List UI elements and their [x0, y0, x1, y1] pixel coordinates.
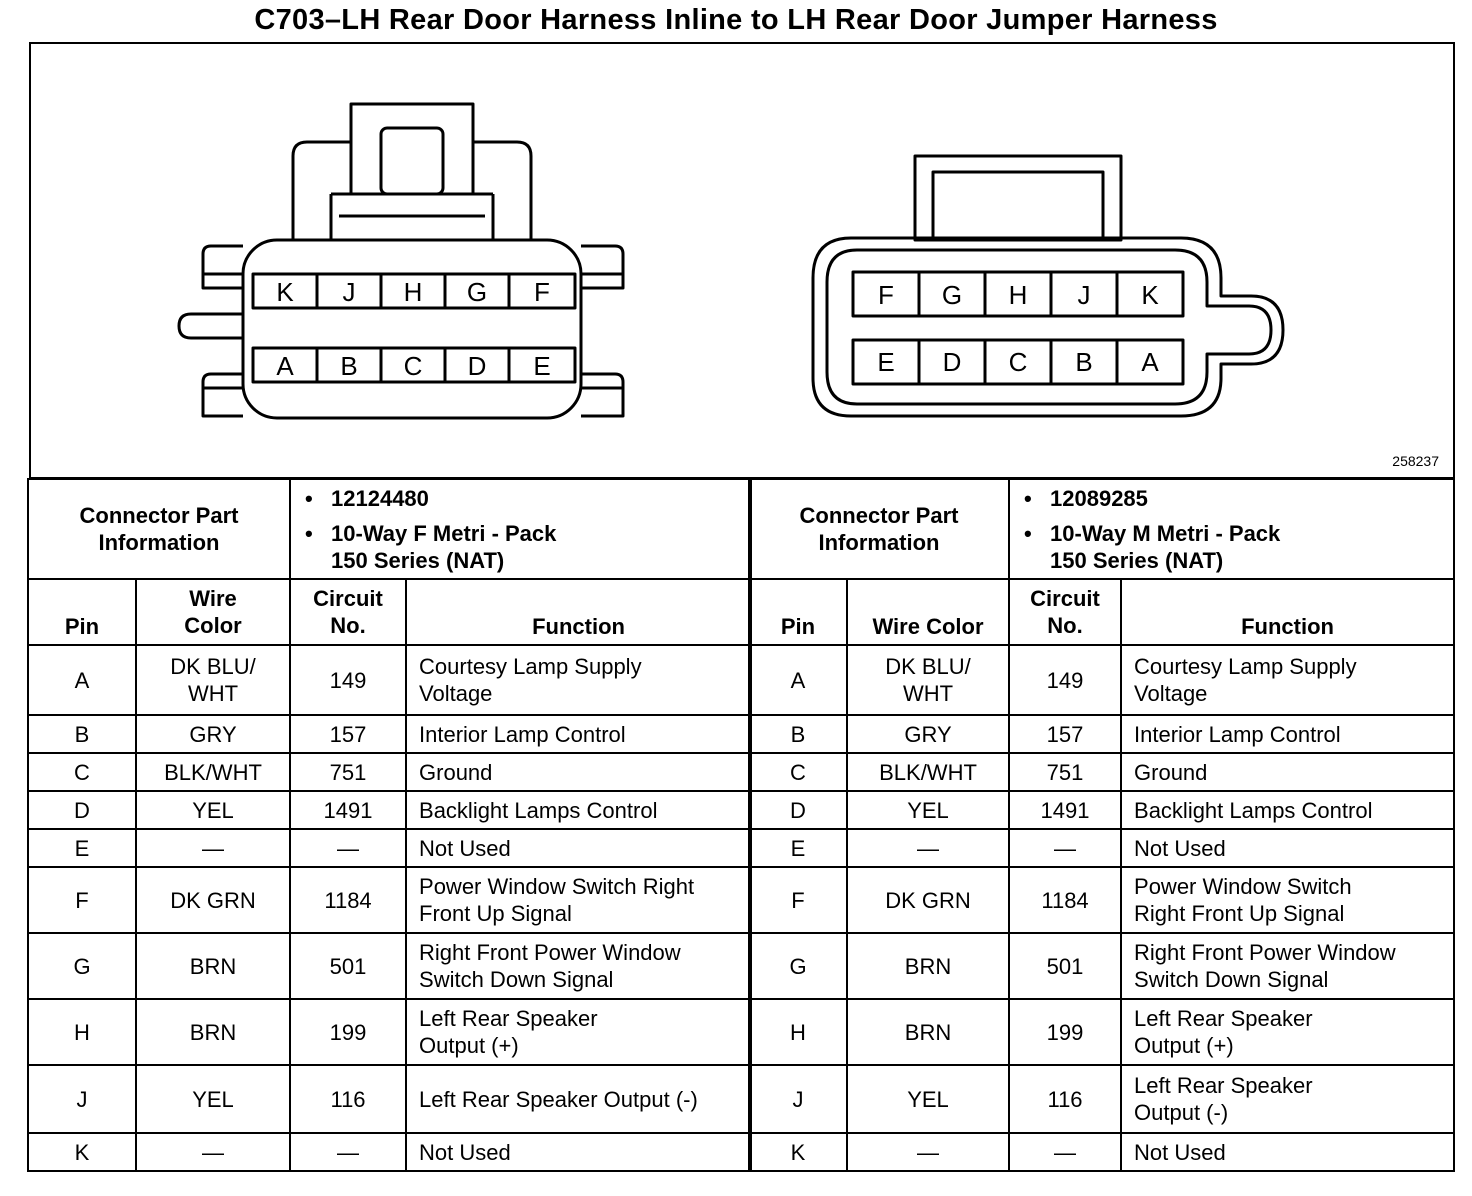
pin-cell: E — [28, 829, 136, 867]
pin-cell: G — [749, 933, 847, 999]
pin-cell: A — [28, 645, 136, 715]
part-info-row — [28, 479, 751, 579]
circuit-cell: — — [290, 1133, 406, 1171]
header-function: Function — [1121, 579, 1454, 645]
function-cell: Power Window Switch Right Front Up Signal — [1121, 867, 1454, 933]
circuit-cell: — — [290, 829, 406, 867]
pin-cell: K — [749, 1133, 847, 1171]
circuit-cell: 751 — [1009, 753, 1121, 791]
circuit-cell: 116 — [290, 1065, 406, 1133]
pin-cell: C — [28, 753, 136, 791]
pin-cell: B — [749, 715, 847, 753]
circuit-cell: — — [1009, 1133, 1121, 1171]
header-pin: Pin — [749, 579, 847, 645]
wire-color-cell: BRN — [136, 999, 290, 1065]
female-pin-label: G — [466, 277, 488, 307]
part-info-label: Connector Part Information — [749, 479, 1009, 579]
table-row — [28, 791, 751, 829]
male-pin-label: G — [941, 280, 963, 310]
function-cell: Not Used — [1121, 1133, 1454, 1171]
wire-color-cell: DK BLU/ WHT — [847, 645, 1009, 715]
male-pin-label: E — [877, 347, 895, 377]
female-pin-label: K — [276, 277, 294, 307]
circuit-cell: 501 — [1009, 933, 1121, 999]
table-row — [28, 999, 751, 1065]
female-pin-label: E — [533, 351, 551, 381]
part-description: • 10-Way F Metri - Pack 150 Series (NAT) — [331, 520, 750, 574]
part-info-label: Connector Part Information — [28, 479, 290, 579]
part-number: • 12124480 — [331, 485, 750, 512]
pin-cell: H — [749, 999, 847, 1065]
function-cell: Left Rear Speaker Output (+) — [1121, 999, 1454, 1065]
table-row — [749, 645, 1454, 715]
female-pin-label: C — [403, 351, 423, 381]
wire-color-cell: BLK/WHT — [136, 753, 290, 791]
male-pin-label: A — [1141, 347, 1159, 377]
table-row — [749, 753, 1454, 791]
table-header-row — [749, 579, 1454, 645]
header-wire-color: Wire Color — [136, 579, 290, 645]
circuit-cell: 1491 — [1009, 791, 1121, 829]
male-pin-label: J — [1077, 280, 1091, 310]
function-cell: Left Rear Speaker Output (+) — [406, 999, 751, 1065]
function-cell: Not Used — [406, 1133, 751, 1171]
male-pin-label: H — [1008, 280, 1028, 310]
left-connector-table — [27, 478, 752, 1172]
wire-color-cell: BRN — [847, 999, 1009, 1065]
function-cell: Power Window Switch Right Front Up Signal — [406, 867, 751, 933]
function-cell: Courtesy Lamp Supply Voltage — [406, 645, 751, 715]
header-pin: Pin — [28, 579, 136, 645]
table-row — [749, 829, 1454, 867]
female-connector-outline — [179, 104, 623, 418]
table-row — [749, 999, 1454, 1065]
pin-cell: E — [749, 829, 847, 867]
function-cell: Interior Lamp Control — [1121, 715, 1454, 753]
header-circuit: Circuit No. — [1009, 579, 1121, 645]
table-row — [749, 1065, 1454, 1133]
part-number: • 12089285 — [1050, 485, 1453, 512]
pin-cell: D — [749, 791, 847, 829]
figure-id: 258237 — [1392, 453, 1439, 469]
male-pin-label: B — [1075, 347, 1093, 377]
table-row — [28, 1133, 751, 1171]
pin-cell: J — [749, 1065, 847, 1133]
wire-color-cell: — — [136, 1133, 290, 1171]
circuit-cell: 199 — [1009, 999, 1121, 1065]
part-info-row — [749, 479, 1454, 579]
circuit-cell: 1184 — [1009, 867, 1121, 933]
circuit-cell: 149 — [1009, 645, 1121, 715]
table-row — [28, 715, 751, 753]
table-row — [749, 715, 1454, 753]
circuit-cell: 751 — [290, 753, 406, 791]
right-connector-table — [748, 478, 1455, 1172]
function-cell: Not Used — [406, 829, 751, 867]
table-row — [28, 753, 751, 791]
male-pin-label: K — [1141, 280, 1159, 310]
page-title: C703–LH Rear Door Harness Inline to LH Rear Door Jumper Harness — [254, 4, 1218, 36]
wire-color-cell: DK BLU/ WHT — [136, 645, 290, 715]
table-row — [749, 867, 1454, 933]
wire-color-cell: YEL — [847, 1065, 1009, 1133]
circuit-cell: 157 — [290, 715, 406, 753]
table-row — [749, 791, 1454, 829]
female-pin-label: H — [403, 277, 423, 307]
circuit-cell: 199 — [290, 999, 406, 1065]
female-pin-label: J — [342, 277, 356, 307]
male-pin-label: C — [1008, 347, 1028, 377]
wire-color-cell: DK GRN — [847, 867, 1009, 933]
female-pin-label: D — [467, 351, 487, 381]
wire-color-cell: GRY — [136, 715, 290, 753]
function-cell: Interior Lamp Control — [406, 715, 751, 753]
pin-cell: F — [749, 867, 847, 933]
wire-color-cell: BRN — [136, 933, 290, 999]
function-cell: Right Front Power Window Switch Down Signal — [1121, 933, 1454, 999]
circuit-cell: 1184 — [290, 867, 406, 933]
table-row — [749, 933, 1454, 999]
pin-cell: J — [28, 1065, 136, 1133]
function-cell: Backlight Lamps Control — [406, 791, 751, 829]
header-function: Function — [406, 579, 751, 645]
wire-color-cell: BLK/WHT — [847, 753, 1009, 791]
wire-color-cell: YEL — [847, 791, 1009, 829]
male-pin-label: D — [942, 347, 962, 377]
table-row — [28, 933, 751, 999]
wire-color-cell: GRY — [847, 715, 1009, 753]
wire-color-cell: DK GRN — [136, 867, 290, 933]
connector-diagram — [29, 42, 1455, 479]
function-cell: Ground — [406, 753, 751, 791]
table-row — [28, 645, 751, 715]
header-wire-color: Wire Color — [847, 579, 1009, 645]
table-row — [28, 867, 751, 933]
function-cell: Right Front Power Window Switch Down Signal — [406, 933, 751, 999]
connector-drawings — [31, 44, 1453, 477]
part-description: • 10-Way M Metri - Pack 150 Series (NAT) — [1050, 520, 1453, 574]
wire-color-cell: — — [136, 829, 290, 867]
part-info-details — [1009, 479, 1454, 579]
function-cell: Courtesy Lamp Supply Voltage — [1121, 645, 1454, 715]
circuit-cell: 157 — [1009, 715, 1121, 753]
wire-color-cell: BRN — [847, 933, 1009, 999]
table-row — [28, 829, 751, 867]
pin-cell: F — [28, 867, 136, 933]
female-pin-label: A — [276, 351, 294, 381]
male-pin-label: F — [878, 280, 894, 310]
function-cell: Backlight Lamps Control — [1121, 791, 1454, 829]
function-cell: Not Used — [1121, 829, 1454, 867]
pin-cell: D — [28, 791, 136, 829]
wire-color-cell: YEL — [136, 1065, 290, 1133]
pin-cell: K — [28, 1133, 136, 1171]
table-row — [28, 1065, 751, 1133]
female-pin-label: B — [340, 351, 358, 381]
pin-cell: H — [28, 999, 136, 1065]
circuit-cell: — — [1009, 829, 1121, 867]
wire-color-cell: YEL — [136, 791, 290, 829]
circuit-cell: 116 — [1009, 1065, 1121, 1133]
part-info-details — [290, 479, 751, 579]
function-cell: Left Rear Speaker Output (-) — [406, 1065, 751, 1133]
circuit-cell: 1491 — [290, 791, 406, 829]
wire-color-cell: — — [847, 829, 1009, 867]
table-header-row — [28, 579, 751, 645]
pin-cell: B — [28, 715, 136, 753]
wire-color-cell: — — [847, 1133, 1009, 1171]
circuit-cell: 501 — [290, 933, 406, 999]
pin-cell: G — [28, 933, 136, 999]
female-pin-label: F — [534, 277, 550, 307]
function-cell: Left Rear Speaker Output (-) — [1121, 1065, 1454, 1133]
header-circuit: Circuit No. — [290, 579, 406, 645]
pin-cell: A — [749, 645, 847, 715]
circuit-cell: 149 — [290, 645, 406, 715]
function-cell: Ground — [1121, 753, 1454, 791]
pin-cell: C — [749, 753, 847, 791]
table-row — [749, 1133, 1454, 1171]
